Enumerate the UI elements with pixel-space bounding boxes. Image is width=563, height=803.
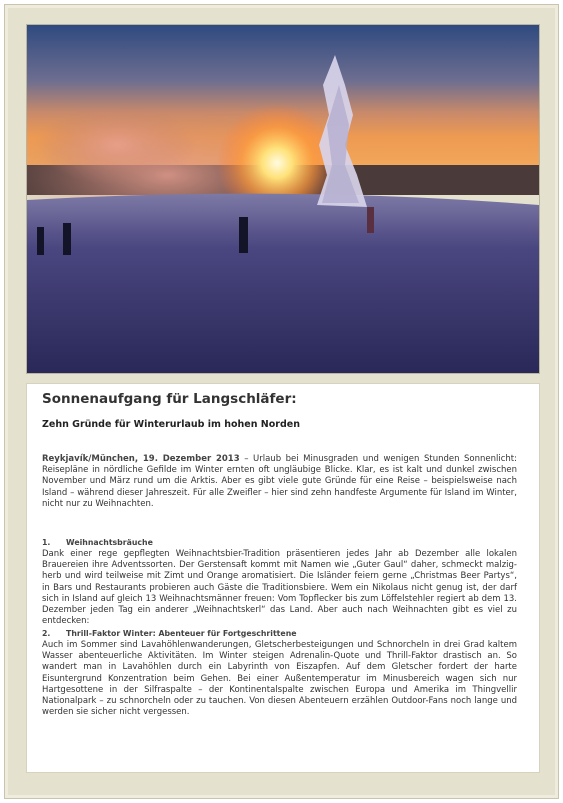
article-panel [26, 383, 540, 773]
article-subtitle: Zehn Gründe für Winterurlaub im hohen Norden [42, 419, 300, 430]
section-title: Thrill-Faktor Winter: Abenteuer für Fortgeschrittene [66, 629, 297, 638]
section-text: Dank einer rege gepflegten Weihnachtsbier-Tradition präsentieren jedes Jahr ab Dezember alle lokalen Brauereien ihre Adventssorten. Der Gerstensaft kommt mit Namen wie „Guter Gaul“ daher, schmeckt malzig-herb und wird teilweise mit Zimt und Orange aromatisiert. Die Isländer feiern gerne „Christmas Beer Partys“, in Bars und Restaurants probieren auch Gäste die Traditionsbiere. Wem ein Nikolaus nicht genug ist, der darf sich in Island auf gleich 13 Weihnachtsmänner freuen: Vom Topflecker bis zum Löffelstehler regiert ab dem 13. Dezember jeden Tag ein anderer „Weihnachtskerl“ das Land. Aber auch nach Weihnachten gibt es viel zu entdecken: [42, 549, 517, 627]
lead-text: – Urlaub bei Minusgraden und wenigen Stunden Sonnenlicht: Reisepläne in nördliche Gefilde im Winter ernten oft ungläubige Blicke. Klar, es ist kalt und dunkel zwischen November und März rund um die Arktis. Aber es gibt viele gute Gründe für eine Reise – beispielsweise nach Island – während dieser Jahreszeit. Für alle Zweifler – hier sind zehn handfeste Argumente für Island im Winter, nicht nur zu Weihnachten. [42, 454, 517, 509]
dateline: Reykjavík/München, 19. Dezember 2013 [42, 454, 240, 464]
section-number: 2. [42, 629, 51, 638]
section-heading [42, 629, 517, 638]
header-photo [26, 24, 540, 374]
section-title: Weihnachtsbräuche [66, 538, 153, 547]
section-heading [42, 538, 517, 547]
section-number: 1. [42, 538, 51, 547]
section-text: Auch im Sommer sind Lavahöhlenwanderungen, Gletscherbesteigungen und Schnorcheln in drei Grad kaltem Wasser abenteuerliche Aktivitäten. Im Winter steigen Adrenalin-Quote und Thrill-Faktor drastisch an. So wandert man in Lavahöhlen durch ein Labyrinth von Eiszapfen. Auf dem Gletscher fordert der harte Eisuntergrund Konzentration beim Gehen. Bei einer Außentemperatur im Minusbereich wagen sich nur Hartgesottene in der Silfraspalte – der Kontinentalspalte zwischen Europa und Amerika im Thingvellir Nationalpark – zu schnorcheln oder zu tauchen. Von diesen Abenteuern erzählen Outdoor-Fans noch lange und werden sie sicher nicht vergessen. [42, 640, 517, 718]
article-title: Sonnenaufgang für Langschläfer: [42, 391, 297, 407]
article-lead [42, 454, 517, 510]
